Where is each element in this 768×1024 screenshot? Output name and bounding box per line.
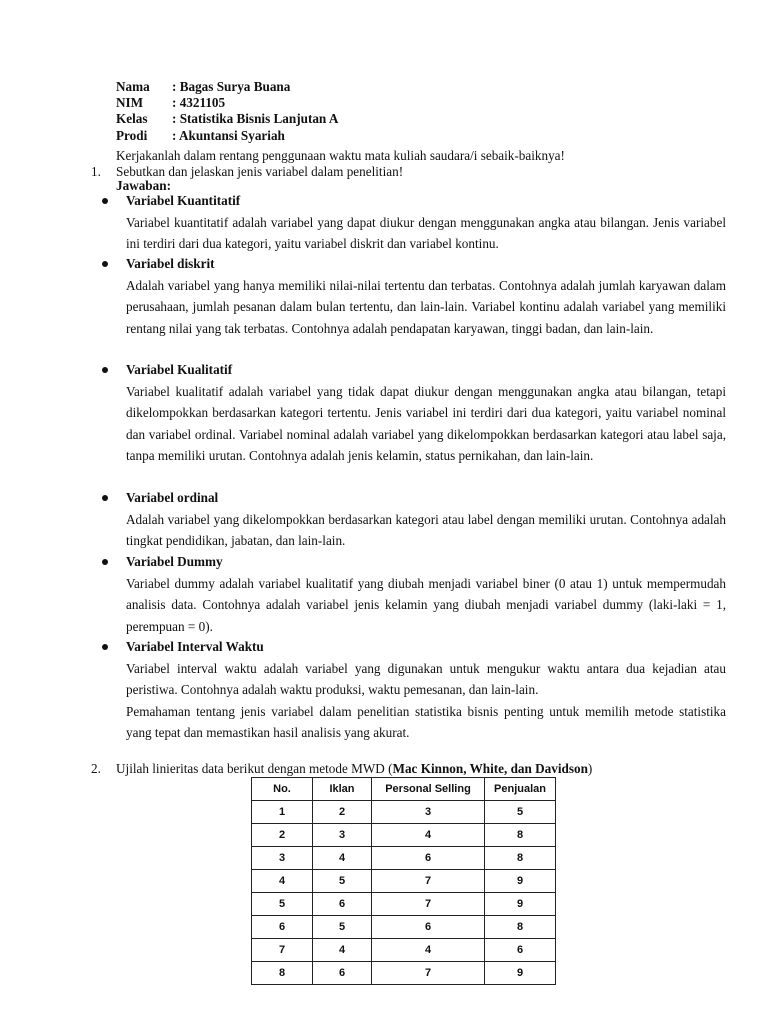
data-table [251, 777, 556, 985]
section-diskrit [102, 256, 726, 339]
table-row [252, 893, 556, 916]
section-body: Adalah variabel yang hanya memiliki nilai-nilai tertentu dan terbatas. Contohnya adalah jumlah karyawan dalam perusahaan, jumlah pesanan dalam bulan tertentu, dan lain-lain. Variabel kontinu adalah variabel yang memiliki rentang nilai yang tak terbatas. Contohnya adalah pendapatan karyawan, tinggi badan, dan lain-lain. [126, 278, 726, 336]
section-heading [102, 554, 726, 570]
table-cell: 6 [313, 893, 372, 916]
table-cell: 7 [372, 870, 485, 893]
column-header-penjualan: Penjualan [485, 778, 556, 801]
section-dummy [102, 554, 726, 637]
table-cell: 9 [485, 962, 556, 985]
table-cell: 5 [313, 870, 372, 893]
table-row [252, 824, 556, 847]
section-kualitatif [102, 362, 726, 467]
table-cell: 4 [252, 870, 313, 893]
table-cell: 6 [372, 916, 485, 939]
section-title: Variabel Interval Waktu [126, 639, 264, 654]
section-interval-waktu [102, 639, 726, 744]
info-row-nim [116, 95, 338, 111]
section-heading [102, 639, 726, 655]
table-cell: 8 [485, 824, 556, 847]
table-cell: 3 [372, 801, 485, 824]
table-cell: 6 [372, 847, 485, 870]
bullet-icon [102, 559, 108, 565]
bullet-icon [102, 367, 108, 373]
section-kuantitatif [102, 193, 726, 255]
section-title: Variabel Kualitatif [126, 362, 233, 377]
table-cell: 4 [313, 939, 372, 962]
section-body: Variabel interval waktu adalah variabel yang digunakan untuk mengukur waktu antara dua kejadian atau peristiwa. Contohnya adalah waktu produksi, waktu pemesanan, dan lain-lain. [126, 661, 726, 698]
section-title: Variabel ordinal [126, 490, 219, 505]
table-cell: 8 [485, 847, 556, 870]
section-title: Variabel diskrit [126, 256, 215, 271]
info-row-kelas [116, 111, 338, 127]
column-header-personal-selling: Personal Selling [372, 778, 485, 801]
info-row-prodi [116, 128, 338, 144]
table-cell: 8 [485, 916, 556, 939]
section-title: Variabel Kuantitatif [126, 193, 241, 208]
bullet-icon [102, 261, 108, 267]
table-cell: 6 [313, 962, 372, 985]
instruction-text: Kerjakanlah dalam rentang penggunaan waktu mata kuliah saudara/i sebaik-baiknya! [116, 148, 565, 163]
table-row [252, 870, 556, 893]
table-row [252, 847, 556, 870]
table-cell: 5 [313, 916, 372, 939]
question-text: Ujilah linieritas data berikut dengan metode MWD ( [116, 761, 393, 776]
table-row [252, 962, 556, 985]
info-row-nama [116, 79, 338, 95]
table-header-row [252, 778, 556, 801]
section-heading [102, 193, 726, 209]
bullet-icon [102, 644, 108, 650]
question-number: 1. [91, 164, 101, 179]
info-label: Kelas [116, 111, 148, 127]
question-text: Sebutkan dan jelaskan jenis variabel dalam penelitian! [116, 164, 404, 179]
info-value: : 4321105 [172, 95, 226, 111]
table-cell: 7 [372, 962, 485, 985]
info-value: : Akuntansi Syariah [172, 127, 285, 143]
table-cell: 6 [485, 939, 556, 962]
table-cell: 4 [372, 824, 485, 847]
section-body: Variabel kualitatif adalah variabel yang tidak dapat diukur dengan menggunakan angka atau bilangan, tetapi dikelompokkan berdasarkan kategori tertentu. Jenis variabel ini terdiri dari dua kategori, yaitu variabel nominal dan variabel ordinal. Variabel nominal adalah variabel yang dikelompokkan berdasarkan kategori atau label saja, tanpa memiliki urutan. Contohnya adalah jenis kelamin, status pernikahan, dan lain-lain. [126, 384, 726, 464]
bullet-icon [102, 198, 108, 204]
section-body: Adalah variabel yang dikelompokkan berdasarkan kategori atau label dengan memiliki urutan. Contohnya adalah tingkat pendidikan, jabatan, dan lain-lain. [126, 512, 726, 549]
section-heading [102, 490, 726, 506]
section-ordinal [102, 490, 726, 552]
info-value: : Bagas Surya Buana [172, 79, 291, 94]
section-conclusion: Pemahaman tentang jenis variabel dalam penelitian statistika bisnis penting untuk memilih metode statistika yang tepat dan memastikan hasil analisis yang akurat. [126, 703, 726, 741]
question-close: ) [587, 761, 593, 776]
table-cell: 4 [372, 939, 485, 962]
info-label: NIM [116, 95, 144, 111]
student-info [116, 79, 338, 144]
table-cell: 3 [313, 824, 372, 847]
section-body: Variabel dummy adalah variabel kualitatif yang diubah menjadi variabel biner (0 atau 1) untuk mempermudah analisis data. Contohnya adalah variabel jenis kelamin yang diubah menjadi variabel dummy (laki-laki = 1, perempuan = 0). [126, 576, 726, 634]
table-cell: 1 [252, 801, 313, 824]
table-cell: 5 [252, 893, 313, 916]
info-label: Prodi [116, 127, 148, 143]
table-row [252, 916, 556, 939]
question-2 [91, 761, 592, 777]
table-cell: 2 [313, 801, 372, 824]
table-cell: 7 [252, 939, 313, 962]
table-cell: 7 [372, 893, 485, 916]
question-number: 2. [91, 761, 101, 776]
column-header-iklan: Iklan [313, 778, 372, 801]
table-row [252, 939, 556, 962]
table-cell: 5 [485, 801, 556, 824]
table-cell: 9 [485, 893, 556, 916]
section-title: Variabel Dummy [126, 554, 223, 569]
table-cell: 8 [252, 962, 313, 985]
info-value: : Statistika Bisnis Lanjutan A [172, 111, 339, 127]
section-heading [102, 256, 726, 272]
section-heading [102, 362, 726, 378]
column-header-no: No. [252, 778, 313, 801]
table-cell: 4 [313, 847, 372, 870]
method-name: Mac Kinnon, White, dan Davidson [392, 761, 588, 776]
table-row [252, 801, 556, 824]
bullet-icon [102, 495, 108, 501]
info-label: Nama [116, 79, 150, 94]
section-body: Variabel kuantitatif adalah variabel yang dapat diukur dengan menggunakan angka atau bilangan. Jenis variabel ini terdiri dari dua kategori, yaitu variabel diskrit dan variabel kontinu. [126, 215, 726, 252]
answer-label: Jawaban: [116, 178, 171, 193]
table-cell: 3 [252, 847, 313, 870]
table-cell: 9 [485, 870, 556, 893]
table-cell: 2 [252, 824, 313, 847]
table-cell: 6 [252, 916, 313, 939]
